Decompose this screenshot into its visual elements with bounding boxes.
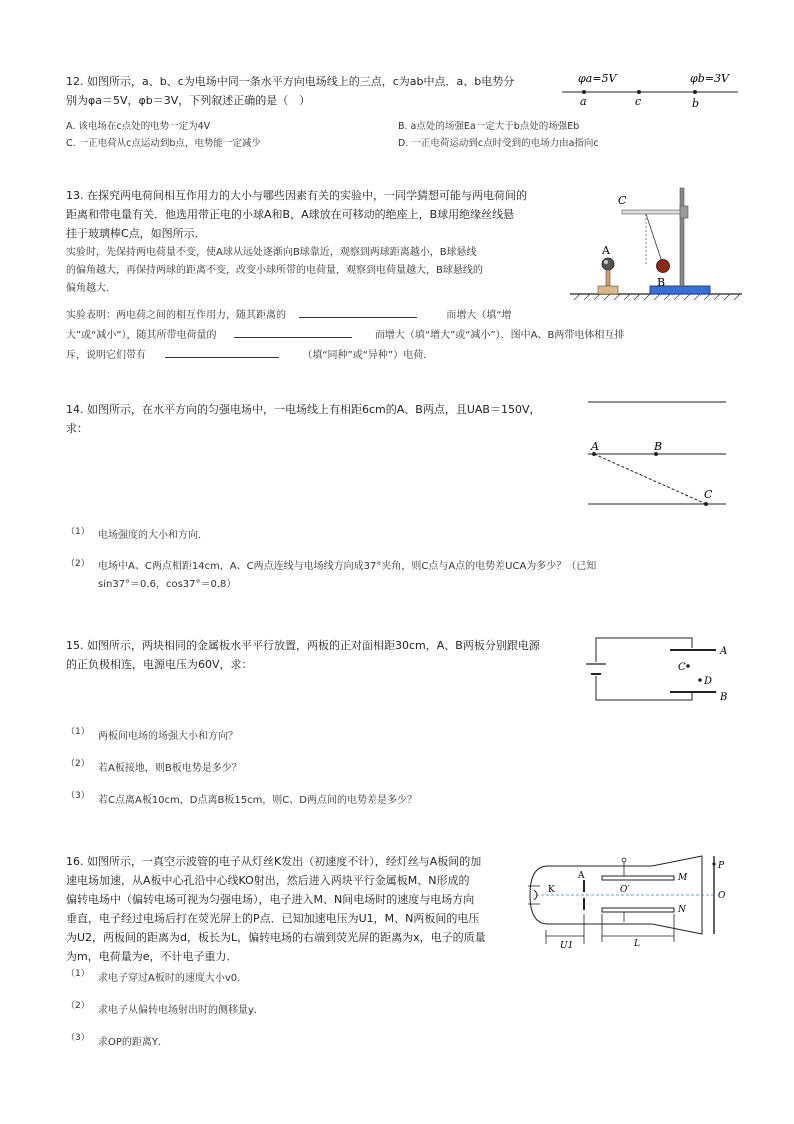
q15-point-d (698, 678, 702, 682)
q13-ball-b (657, 260, 670, 273)
q15-stem (66, 636, 586, 674)
q16-filament (534, 890, 537, 900)
q16-stem-line4: 垂直，电子经过电场后打在荧光屏上的P点．已知加速电压为U1，M、N两板间的电压 (66, 912, 480, 925)
q13-stem-line2: 距离和带电量有关．他选用带正电的小球A和B，A球放在可移动的绝座上，B球用绝缘丝线悬 (66, 208, 515, 221)
q13-glass-rod (622, 210, 684, 214)
q13-stem (66, 186, 566, 243)
q15-wire-bottom (596, 676, 692, 700)
q16-terminal-m-node (622, 858, 626, 862)
q15-figure (582, 634, 732, 706)
q12-phi-a-label: φa=5V (578, 72, 617, 85)
q12-option-a: A. 该电场在c点处的电势一定为4V (66, 121, 211, 132)
q13-ball-a (602, 258, 614, 270)
q16-label-o1: O′ (620, 885, 630, 895)
q14-stem-line2: 求： (66, 422, 88, 435)
q14-sub1-text: 电场强度的大小和方向． (98, 530, 208, 541)
q16-label-a: A (578, 871, 585, 881)
q13-fill2-prefix: 大”或“减小”），随其所带电荷量的 (66, 330, 217, 341)
q13-stem-line3: 挂于玻璃棒C点，如图所示． (66, 227, 206, 240)
q13-blank-1[interactable] (299, 305, 417, 318)
q12-option-b: B. a点处的场强Ea一定大于b点处的场强Eb (398, 121, 580, 132)
q14-sub1-number: （1） (66, 527, 90, 537)
q13-figure (566, 182, 746, 306)
q12-stem (66, 72, 566, 110)
q14-point-c (704, 502, 708, 506)
q16-stem (66, 852, 526, 966)
q14-figure (584, 396, 730, 512)
q13-ball-a-highlight (604, 260, 608, 264)
q14-label-c: C (704, 488, 713, 501)
q14-line-ac (594, 454, 706, 504)
q16-stem-line6: 为m，电荷量为e，不计电子重力． (66, 950, 238, 963)
q16-plate-m (602, 876, 674, 880)
q16-label-o: O (718, 891, 726, 901)
q16-sub2-text: 求电子从偏转电场射出时的侧移量y． (98, 1005, 264, 1016)
q16-label-p: P (718, 861, 725, 871)
q13-blank-2[interactable] (234, 325, 352, 338)
q15-sub3-text: 若C点离A板10cm，D点离B板15cm，则C、D两点间的电势差是多少？ (98, 795, 417, 806)
q16-sub1-number: （1） (66, 969, 90, 979)
q15-sub3-number: （3） (66, 791, 90, 801)
q16-label-m: M (678, 873, 688, 883)
q12-label-c: c (635, 95, 642, 108)
q12-option-d: D. 一正电荷运动到c点时受到的电场力由a指向c (398, 138, 599, 149)
q13-ground-hatch (574, 294, 740, 300)
q13-fill3-suffix: （填“同种”或“异种”）电荷． (302, 350, 434, 361)
q14-sub2-line1: 电场中A、C两点相距14cm，A、C两点连线与电场线方向成37°夹角，则C点与A点的电势差UCA为多少？（已知 (98, 561, 597, 572)
q14-stem (66, 400, 586, 438)
q16-stem-line2: 速电场加速，从A板中心孔沿中心线KO射出，然后进入两块平行金属板M、N形成的 (66, 874, 470, 887)
q14-label-b: B (654, 440, 663, 453)
q12-label-b: b (692, 97, 700, 110)
q14-stem-line1: 14. 如图所示，在水平方向的匀强电场中，一电场线上有相距6cm的A、B两点，且UAB＝150V， (66, 403, 541, 416)
q16-label-l: L (634, 939, 640, 949)
q12-point-a (582, 90, 586, 94)
q16-stem-line3: 偏转电场中（偏转电场可视为匀强电场），电子进入M、N间电场时的速度与电场方向 (66, 893, 475, 906)
q13-silk-thread (646, 214, 662, 262)
q15-sub2-number: （2） (66, 759, 90, 769)
q16-label-n: N (678, 905, 686, 915)
q13-fill1-prefix: 实验表明：两电荷之间的相互作用力，随其距离的 (66, 310, 286, 321)
q15-label-b: B (720, 692, 728, 703)
q12-option-c: C. 一正电荷从c点运动到b点，电势能一定减少 (66, 138, 261, 149)
q12-phi-b-label: φb=3V (690, 72, 729, 85)
q16-sub3-text: 求OP的距离Y． (98, 1037, 169, 1048)
q12-stem-line1: 12. 如图所示，a、b、c为电场中同一条水平方向电场线上的三点，c为ab中点．a、b电势分 (66, 75, 515, 88)
q16-sub3-number: （3） (66, 1033, 90, 1043)
q12-point-b (693, 90, 697, 94)
q13-label-b: B (657, 276, 666, 289)
q15-label-d: D (704, 676, 713, 687)
q16-stem-line5: 为U2，两板间的距离为d，板长为L，偏转电场的右端到荧光屏的距离为x，电子的质量 (66, 931, 486, 944)
q13-para-line3: 偏角越大． (66, 283, 116, 294)
q15-label-a: A (720, 646, 728, 657)
q13-fill-block (66, 305, 746, 365)
q13-stand-pole (680, 188, 684, 286)
q13-fill3-prefix: 斥，说明它们带有 (66, 350, 146, 361)
q13-fill-line1 (66, 305, 746, 325)
q15-point-c (686, 664, 690, 668)
q15-stem-line2: 的正负极相连，电源电压为60V，求： (66, 658, 253, 671)
q13-fill-line2 (66, 325, 746, 345)
q13-para-line1: 实验时，先保持两电荷量不变，使A球从远处逐渐向B球靠近，观察到两球距离越小，B球悬线 (66, 247, 477, 258)
q13-stem-line1: 13. 在探究两电荷间相互作用力的大小与哪些因素有关的实验中，一同学猜想可能与两电荷间的 (66, 189, 527, 202)
q12-stem-line2: 别为φa＝5V，φb＝3V，下列叙述正确的是（ ） (66, 94, 311, 107)
q12-label-a: a (580, 95, 587, 108)
q13-paragraph (66, 244, 566, 298)
q13-fill2-suffix: 而增大（填“增大”或“减小”）．图中A、B两带电体相互排 (374, 330, 625, 341)
q15-sub2-text: 若A板接地，则B板电势是多少？ (98, 763, 242, 774)
q16-label-k: K (548, 885, 555, 895)
q16-sub2-number: （2） (66, 1001, 90, 1011)
q16-stem-line1: 16. 如图所示，一真空示波管的电子从灯丝K发出（初速度不计），经灯丝与A板间的加 (66, 855, 482, 868)
q14-label-a: A (591, 440, 599, 453)
q12-point-c (637, 90, 641, 94)
q12-figure (560, 68, 740, 112)
q16-point-p (712, 862, 715, 865)
q16-plate-n (602, 908, 674, 912)
q16-figure (526, 852, 736, 956)
q14-sub2-text (98, 558, 748, 594)
q14-sub2-line2: sin37°＝0.6，cos37°＝0.8） (98, 579, 237, 590)
q16-sub1-text: 求电子穿过A板时的速度大小v0． (98, 973, 248, 984)
q13-label-c: C (618, 194, 627, 207)
q15-stem-line1: 15. 如图所示，两块相同的金属板水平平行放置，两板的正对面相距30cm，A、B两板分别跟电源 (66, 639, 540, 652)
q13-fill-line3 (66, 345, 746, 365)
q15-sub1-text: 两板间电场的场强大小和方向？ (98, 731, 238, 742)
q13-label-a: A (602, 244, 610, 257)
q14-sub2-number: （2） (66, 559, 90, 569)
q15-label-c: C (678, 662, 686, 673)
q13-insulating-stand (606, 270, 610, 286)
q13-insulating-base (598, 286, 618, 294)
q13-blank-3[interactable] (165, 345, 279, 358)
q15-sub1-number: （1） (66, 727, 90, 737)
q13-fill1-suffix: 而增大（填“增 (446, 310, 512, 321)
q13-clamp (680, 206, 688, 218)
q16-label-u1: U1 (560, 941, 574, 951)
q13-para-line2: 的偏角越大，再保持两球的距离不变，改变小球所带的电荷量，观察到电荷量越大，B球悬线的 (66, 265, 483, 276)
